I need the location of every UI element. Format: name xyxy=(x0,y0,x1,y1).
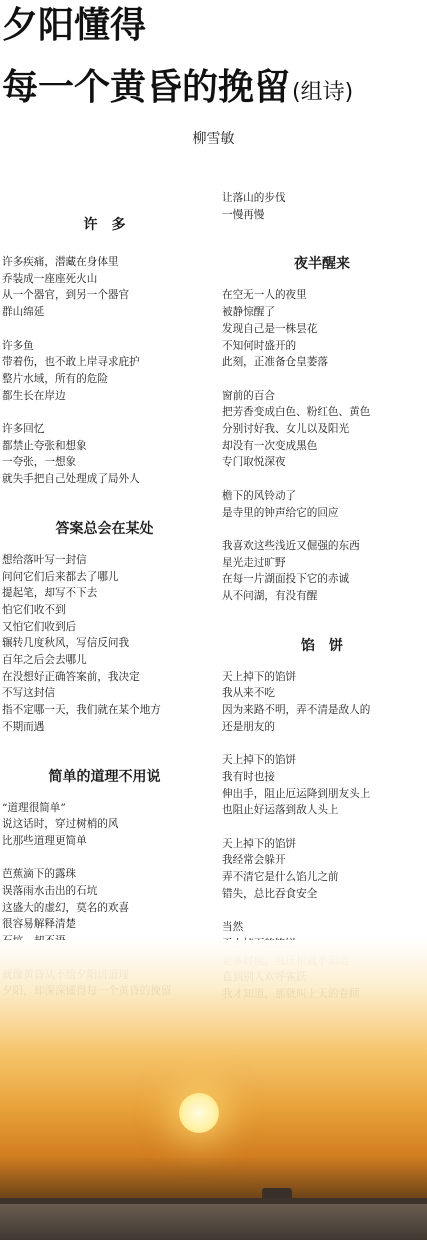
sunset-illustration xyxy=(0,940,427,1240)
poem-line: 天上掉下的馅饼 xyxy=(222,754,297,767)
poem-line: 伸出手，阻止厄运降到朋友头上 xyxy=(222,787,371,800)
poem-line: 我从来不吃 xyxy=(222,687,275,700)
poem-line: 还是朋友的 xyxy=(222,720,275,733)
spacer xyxy=(222,657,422,669)
poem-line: 我喜欢这些浅近又倔强的东西 xyxy=(222,539,360,552)
spacer xyxy=(222,605,422,635)
poem-line: 檐下的风铃动了 xyxy=(222,489,297,502)
sun-icon xyxy=(179,1093,219,1133)
poem-line: 因为来路不明，弄不清是敌人的 xyxy=(222,704,371,717)
poem-line: 说这话时，穿过树梢的风 xyxy=(2,818,119,831)
poem-title: 答案总会在某处 xyxy=(55,520,154,537)
poem-line: 误落雨水击出的石坑 xyxy=(2,885,98,898)
poem-line: 百年之后会去哪儿 xyxy=(2,654,87,667)
poem-block xyxy=(2,488,207,736)
page-title-note: (组诗) xyxy=(292,80,354,105)
poem-line: 这盛大的虚幻，莫名的欢喜 xyxy=(2,901,130,914)
sea-surface xyxy=(0,1204,427,1240)
spacer xyxy=(222,819,422,836)
poem-line: 是寺里的钟声给它的回应 xyxy=(222,506,339,519)
poem-title: 夜半醒来 xyxy=(294,256,350,273)
left-column xyxy=(2,190,207,1000)
spacer xyxy=(2,404,207,421)
continued-stanza xyxy=(222,190,422,223)
spacer xyxy=(222,223,422,253)
poem-line: 我经常会躲开 xyxy=(222,854,286,867)
spacer xyxy=(222,736,422,753)
poem-line: 怕它们收不到 xyxy=(2,603,66,616)
poem-line: 错失，总比吞食安全 xyxy=(222,887,318,900)
page-title-line-2 xyxy=(2,66,353,115)
poem-line: 许多回忆 xyxy=(2,423,45,435)
poem-line: 却没有一次变成黑色 xyxy=(222,439,318,452)
poem-line: 天上掉下的馅饼 xyxy=(222,837,297,850)
poem-line: 整片水域，所有的危险 xyxy=(2,372,108,385)
poem-line: 专门取悦深夜 xyxy=(222,456,286,469)
author-name: 柳雪敏 xyxy=(192,131,235,147)
poem-line: 天上掉下的馅饼 xyxy=(222,670,297,683)
poem-line: 弄不清它是什么馅儿之前 xyxy=(222,871,339,884)
poem-line: 都禁止夸张和想象 xyxy=(2,439,87,452)
poem-title: 许 多 xyxy=(83,217,126,233)
poem-line: 此刻，正准备仓皇萎落 xyxy=(222,356,328,369)
poem-line: 也阻止好运落到敌人头上 xyxy=(222,804,339,817)
spacer xyxy=(2,236,207,254)
poem-line: 在每一片湖面投下它的赤诚 xyxy=(222,573,350,586)
poem-line: 芭蕉滴下的露珠 xyxy=(2,868,77,881)
poem-line: 很容易解释清楚 xyxy=(2,918,77,931)
poem-line: 一慢再慢 xyxy=(222,208,265,221)
poem-line: “道理很简单” xyxy=(2,801,66,814)
poem-line: 想给落叶写一封信 xyxy=(2,553,87,566)
poem-line: 把芳香变成白色、粉红色、黄色 xyxy=(222,406,371,419)
poem-line: 就失手把自己处理成了局外人 xyxy=(2,473,140,486)
poem-line: 群山绵延 xyxy=(2,306,45,319)
poem-line: 让落山的步伐 xyxy=(222,192,286,204)
poem-line: 许多鱼 xyxy=(2,339,34,352)
spacer xyxy=(2,850,207,867)
poem-line: 从不问湖，有没有醒 xyxy=(222,590,318,603)
poem-line: 提起笔，却写不下去 xyxy=(2,587,98,600)
poem-line: 都生长在岸边 xyxy=(2,389,66,402)
poem-line: 又怕它们收到后 xyxy=(2,620,77,633)
poem-line: 乔装成一座座死火山 xyxy=(2,272,98,285)
poem-line: 星光走过旷野 xyxy=(222,556,286,569)
ship-silhouette xyxy=(262,1188,292,1198)
poem-line: 不期而遇 xyxy=(2,720,45,733)
poem-line: 指不定哪一天，我们就在某个地方 xyxy=(2,704,161,717)
spacer xyxy=(2,736,207,766)
spacer xyxy=(222,371,422,388)
poem-line: 带着伤，也不敢上岸寻求庇护 xyxy=(2,356,140,369)
poem-line: 我有时也接 xyxy=(222,770,275,783)
poem-line: 一夸张，一想象 xyxy=(2,456,77,469)
poem-line: 当然 xyxy=(222,921,244,934)
poem-line: 窗前的百合 xyxy=(222,389,275,402)
poem-line: 不知何时盛开的 xyxy=(222,339,297,352)
poem-title: 简单的道理不用说 xyxy=(48,768,161,785)
spacer xyxy=(2,190,207,214)
poem-line: 问问它们后来都去了哪儿 xyxy=(2,570,119,583)
poem-line: 被静惊醒了 xyxy=(222,306,275,319)
poem-line: 在没想好正确答案前，我决定 xyxy=(2,670,140,683)
poem-block xyxy=(222,223,422,604)
poem-line: 不写这封信 xyxy=(2,687,55,700)
right-column xyxy=(222,190,422,1003)
poem-line: 分别讨好我、女儿以及阳光 xyxy=(222,423,350,436)
poem-line: 辗转几度秋风，写信反问我 xyxy=(2,637,130,650)
poem-line: 从一个器官，到另一个器官 xyxy=(2,289,130,302)
spacer xyxy=(2,540,207,552)
spacer xyxy=(2,321,207,338)
poem-line: 发现自己是一株昙花 xyxy=(222,322,318,335)
poem-line: 在空无一人的夜里 xyxy=(222,289,307,302)
spacer xyxy=(222,521,422,538)
spacer xyxy=(222,903,422,920)
spacer xyxy=(222,471,422,488)
spacer xyxy=(2,788,207,800)
spacer xyxy=(2,488,207,518)
page-title-line-1: 夕阳懂得 xyxy=(2,5,147,46)
page-title-main: 每一个黄昏的挽留 xyxy=(2,67,291,108)
poem-block xyxy=(2,190,207,488)
spacer xyxy=(222,275,422,287)
poem-line: 许多疾痛，潜藏在身体里 xyxy=(2,256,119,268)
poem-line: 比那些道理更简单 xyxy=(2,834,87,847)
poem-title: 馅 饼 xyxy=(301,637,343,654)
